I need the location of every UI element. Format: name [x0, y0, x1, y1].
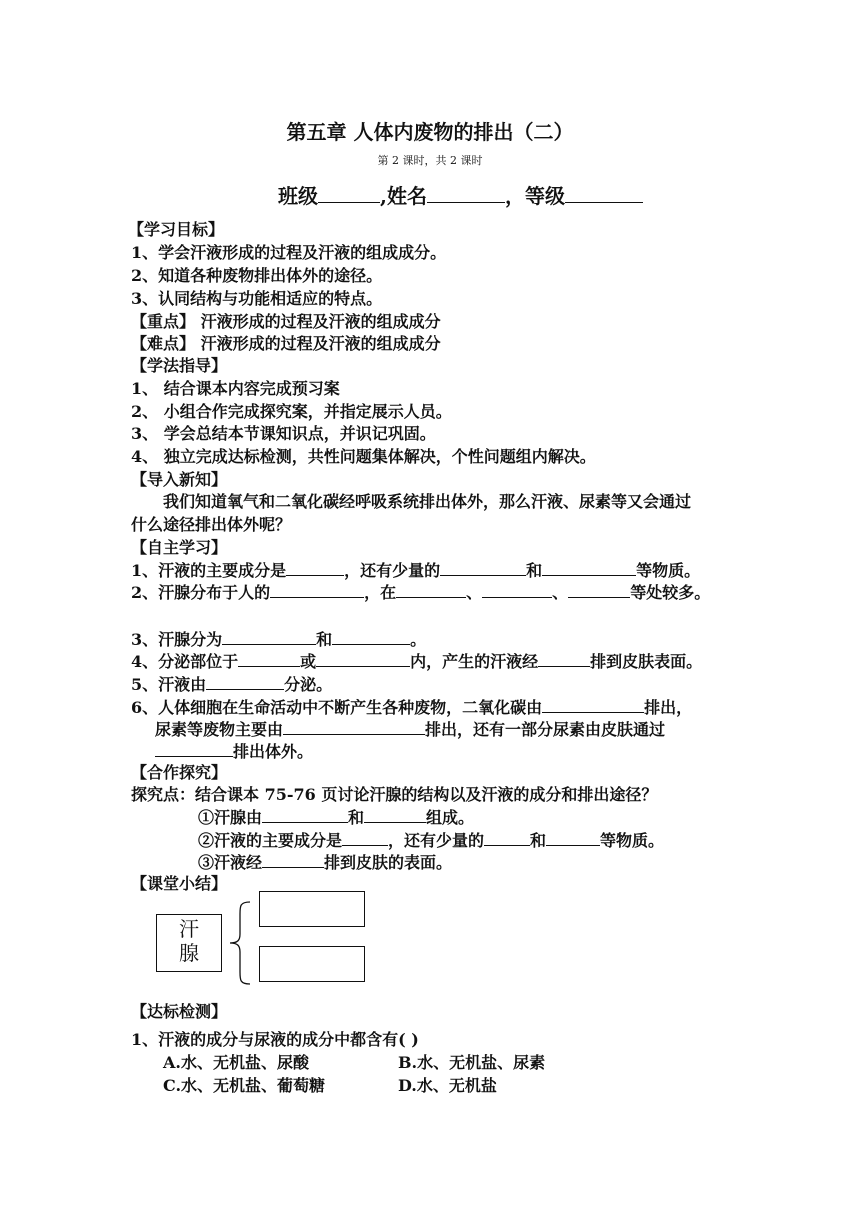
answer-blank[interactable] — [542, 696, 644, 713]
answer-blank[interactable] — [440, 559, 526, 576]
test-question-1: 1、汗液的成分与尿液的成分中都含有( ) — [131, 1030, 419, 1049]
coop-heading: 【合作探究】 — [131, 763, 228, 782]
self-study-heading: 【自主学习】 — [131, 538, 228, 557]
explore-point: 探究点：结合课本 75-76 页讨论汗腺的结构以及汗液的成分和排出途径？ — [131, 785, 658, 804]
answer-blank[interactable] — [396, 581, 466, 598]
summary-box-label: 腺 — [179, 941, 199, 965]
lesson-info: 第 2 课时，共 2 课时 — [377, 154, 483, 167]
option-a[interactable]: A.水、无机盐、尿酸 — [163, 1053, 309, 1072]
intro-heading: 【导入新知】 — [131, 470, 228, 489]
question-1: 1、汗液的主要成分是 ，还有少量的 和 等物质。 — [131, 561, 701, 580]
option-d[interactable]: D.水、无机盐 — [398, 1076, 497, 1095]
answer-blank[interactable] — [155, 740, 233, 757]
difficult-point: 【难点】 汗液形成的过程及汗液的组成成分 — [131, 334, 441, 353]
summary-answer-box[interactable] — [259, 946, 365, 982]
answer-blank[interactable] — [484, 829, 530, 846]
goal-item: 2、知道各种废物排出体外的途径。 — [131, 266, 383, 285]
method-item: 2、 小组合作完成探究案，并指定展示人员。 — [131, 402, 452, 421]
answer-blank[interactable] — [332, 628, 410, 645]
intro-text: 什么途径排出体外呢？ — [131, 515, 292, 534]
question-4: 4、分泌部位于 或 内，产生的汗液经 排到皮肤表面。 — [131, 652, 703, 671]
option-c[interactable]: C.水、无机盐、葡萄糖 — [163, 1076, 326, 1095]
goals-heading: 【学习目标】 — [128, 220, 225, 239]
curly-brace — [226, 900, 256, 986]
method-item: 3、 学会总结本节课知识点，并识记巩固。 — [131, 424, 436, 443]
explore-question-2: ②汗液的主要成分是 ，还有少量的 和 等物质。 — [198, 831, 665, 850]
page-title: 第五章 人体内废物的排出（二） — [286, 120, 574, 144]
option-b[interactable]: B.水、无机盐、尿素 — [398, 1053, 546, 1072]
answer-blank[interactable] — [222, 628, 316, 645]
question-3: 3、汗腺分为 和 。 — [131, 630, 427, 649]
method-item: 4、 独立完成达标检测，共性问题集体解决，个性问题组内解决。 — [131, 447, 596, 466]
explore-question-1: ①汗腺由 和 组成。 — [198, 808, 475, 827]
summary-box-label: 汗 — [179, 917, 199, 941]
question-6-cont: 排出体外。 — [155, 740, 313, 763]
summary-answer-box[interactable] — [259, 891, 365, 927]
test-heading: 【达标检测】 — [131, 1002, 228, 1021]
answer-blank[interactable] — [546, 829, 600, 846]
answer-blank[interactable] — [238, 650, 300, 667]
answer-blank[interactable] — [364, 806, 426, 823]
answer-blank[interactable] — [316, 650, 410, 667]
goal-item: 3、认同结构与功能相适应的特点。 — [131, 289, 383, 308]
class-field[interactable] — [318, 186, 380, 203]
answer-blank[interactable] — [542, 559, 636, 576]
answer-blank[interactable] — [342, 829, 388, 846]
method-item: 1、 结合课本内容完成预习案 — [131, 379, 340, 398]
goal-item: 1、学会汗液形成的过程及汗液的组成成分。 — [131, 243, 447, 262]
answer-blank[interactable] — [482, 581, 552, 598]
answer-blank[interactable] — [283, 718, 425, 735]
student-info-line — [278, 180, 643, 209]
key-point: 【重点】 汗液形成的过程及汗液的组成成分 — [131, 312, 441, 331]
answer-blank[interactable] — [568, 581, 630, 598]
answer-blank[interactable] — [262, 851, 324, 868]
summary-heading: 【课堂小结】 — [131, 874, 228, 893]
question-5: 5、汗液由 分泌。 — [131, 675, 333, 694]
answer-blank[interactable] — [206, 673, 284, 690]
name-field[interactable] — [427, 186, 505, 203]
question-2: 2、汗腺分布于人的 ，在 、 、 等处较多。 — [131, 583, 711, 602]
answer-blank[interactable] — [270, 581, 364, 598]
grade-field[interactable] — [565, 186, 643, 203]
grade-label: ，等级 — [504, 184, 565, 208]
summary-main-box — [156, 914, 222, 972]
name-label: ,姓名 — [380, 184, 427, 208]
answer-blank[interactable] — [286, 559, 344, 576]
answer-blank[interactable] — [262, 806, 348, 823]
answer-blank[interactable] — [538, 650, 590, 667]
method-heading: 【学法指导】 — [131, 356, 228, 375]
explore-question-3: ③汗液经 排到皮肤的表面。 — [198, 853, 453, 872]
intro-text: 我们知道氧气和二氧化碳经呼吸系统排出体外，那么汗液、尿素等又会通过 — [163, 492, 692, 511]
question-6: 6、人体细胞在生命活动中不断产生各种废物，二氧化碳由 排出， — [131, 698, 693, 717]
class-label: 班级 — [278, 184, 318, 208]
question-6-cont: 尿素等废物主要由 排出，还有一部分尿素由皮肤通过 — [155, 720, 666, 739]
